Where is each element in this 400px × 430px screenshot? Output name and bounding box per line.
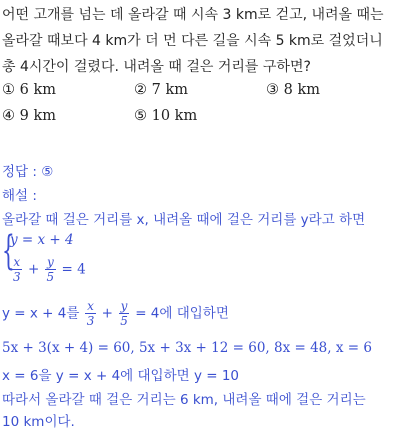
eq1-text: y = x + 4 bbox=[10, 232, 74, 248]
fraction-numerator: y bbox=[46, 255, 54, 269]
choice-mark: ④ bbox=[2, 108, 15, 124]
choice-value: 7 km bbox=[151, 82, 188, 98]
equation-rhs: = 4 bbox=[61, 261, 86, 278]
choice-5[interactable] bbox=[134, 108, 197, 124]
solution-line-1: 올라갈 때 걸은 거리를 x, 내려올 때에 걸은 거리를 y라고 하면 bbox=[2, 212, 366, 228]
choice-mark: ③ bbox=[266, 82, 279, 98]
choice-mark: ① bbox=[2, 82, 15, 98]
question-line-1: 어떤 고개를 넘는 데 올라갈 때 시속 3 km로 걷고, 내려올 때는 bbox=[2, 7, 384, 23]
choice-value: 8 km bbox=[283, 82, 320, 98]
fraction-denominator: 5 bbox=[120, 314, 128, 328]
choice-mark: ② bbox=[134, 82, 147, 98]
system-equation-1 bbox=[10, 232, 74, 248]
choice-value: 9 km bbox=[19, 108, 56, 124]
choice-mark: ⑤ bbox=[134, 108, 147, 124]
plus-sign: + bbox=[101, 305, 113, 322]
fraction-x-over-3 bbox=[85, 300, 97, 327]
fraction-denominator: 3 bbox=[13, 270, 21, 284]
fraction-numerator: y bbox=[120, 299, 128, 313]
solution-line-7: 10 km이다. bbox=[2, 414, 75, 430]
choice-2[interactable] bbox=[134, 82, 188, 98]
fraction-y-over-5 bbox=[45, 256, 57, 283]
fraction-denominator: 3 bbox=[86, 314, 95, 328]
solution-line-3 bbox=[2, 300, 229, 327]
fraction-y-over-5 bbox=[118, 300, 130, 327]
solution-line-5: x = 6을 y = x + 4에 대입하면 y = 10 bbox=[2, 368, 240, 384]
fraction-numerator: x bbox=[13, 255, 21, 269]
choice-4[interactable] bbox=[2, 108, 56, 124]
choice-1[interactable] bbox=[2, 82, 56, 98]
solution-heading: 해설 : bbox=[2, 188, 37, 204]
fraction-x-over-3 bbox=[11, 256, 23, 283]
choice-value: 10 km bbox=[151, 108, 198, 124]
answer-line: 정답 : ⑤ bbox=[2, 164, 54, 180]
system-equation-2 bbox=[10, 256, 86, 283]
question-line-2: 올라갈 때보다 4 km가 더 먼 다른 길을 시속 5 km로 걸었더니 bbox=[2, 33, 383, 49]
substitution-suffix: = 4에 대입하면 bbox=[135, 305, 229, 322]
system-brace: { bbox=[2, 228, 15, 274]
solution-line-6: 따라서 올라갈 때 걸은 거리는 6 km, 내려올 때에 걸은 거리는 bbox=[2, 392, 366, 408]
question-line-3: 총 4시간이 걸렸다. 내려올 때 걸은 거리를 구하면? bbox=[2, 59, 311, 75]
substitution-prefix: y = x + 4를 bbox=[2, 305, 80, 322]
plus-sign: + bbox=[27, 261, 40, 278]
fraction-numerator: x bbox=[87, 299, 94, 313]
choice-3[interactable] bbox=[266, 82, 320, 98]
fraction-denominator: 5 bbox=[46, 270, 55, 284]
solution-line-4: 5x + 3(x + 4) = 60, 5x + 3x + 12 = 60, 8x = 48, x = 6 bbox=[2, 340, 372, 356]
choice-value: 6 km bbox=[19, 82, 56, 98]
